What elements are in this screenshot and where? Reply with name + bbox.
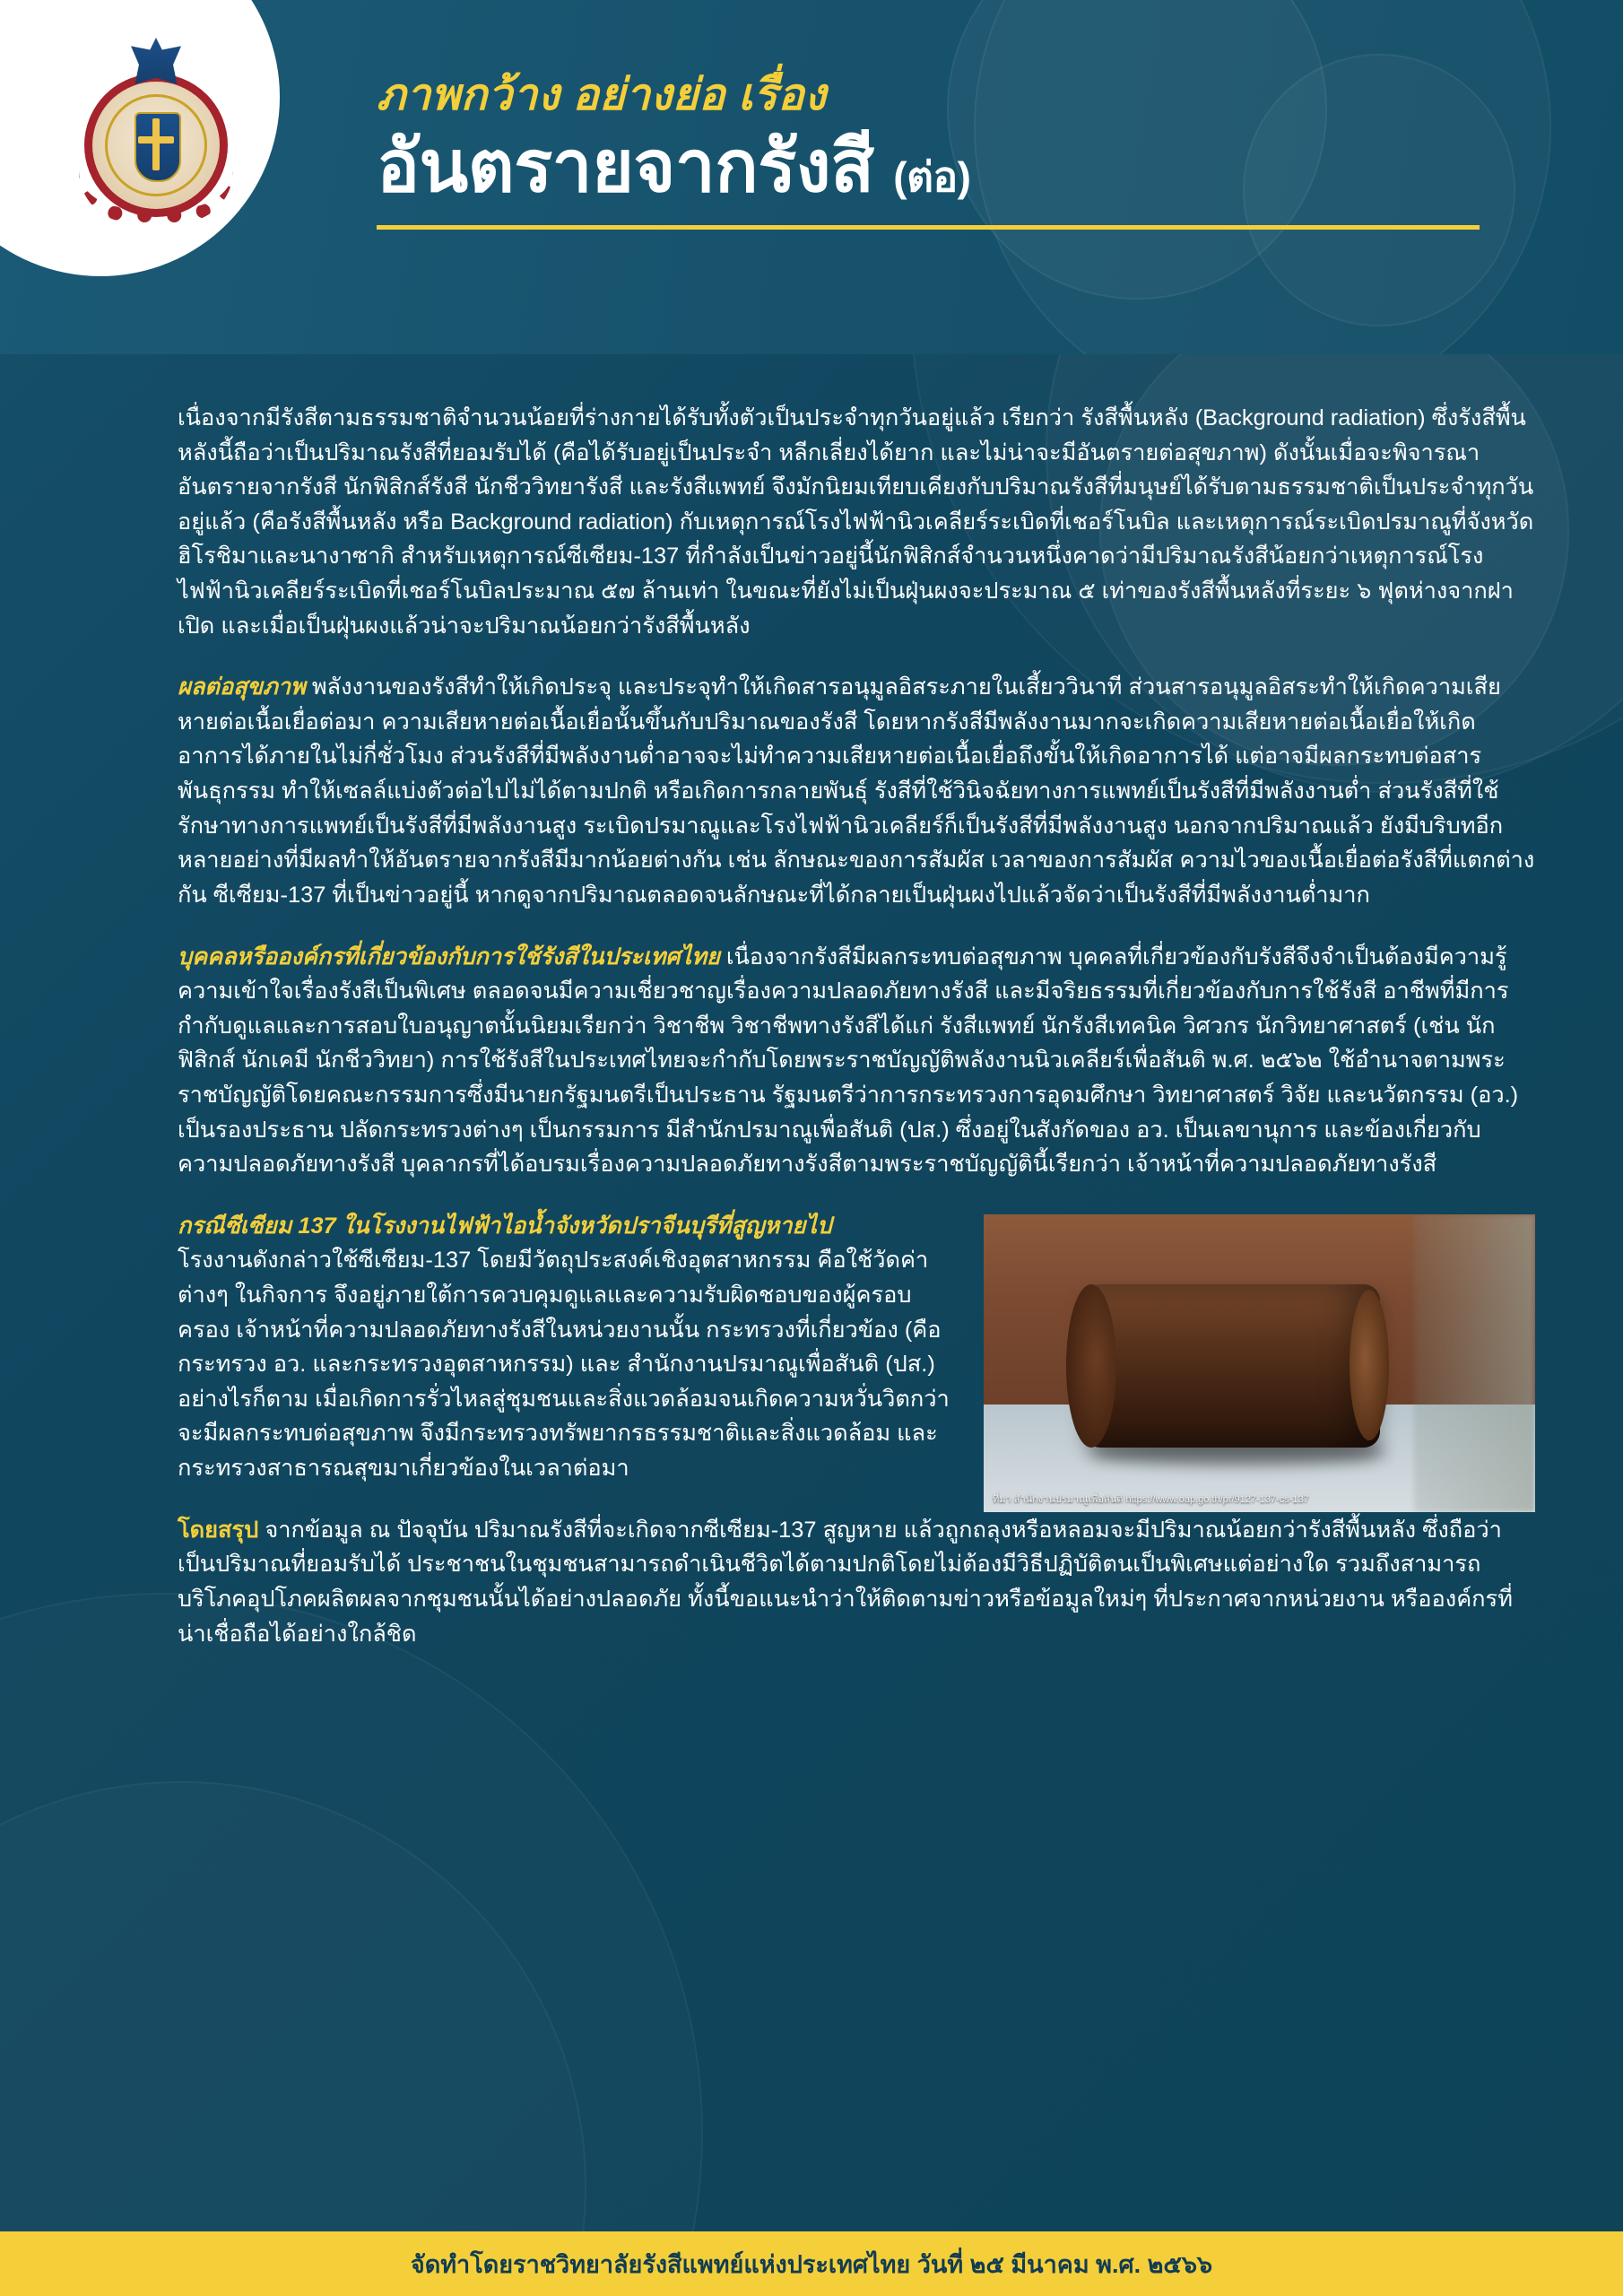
photo-blurred-area xyxy=(1414,1214,1535,1512)
figure-cesium-container xyxy=(984,1214,1535,1512)
page-title-main: อันตรายจากรังสี xyxy=(377,126,874,207)
paragraph-persons-organizations-lead: บุคคลหรือองค์กรที่เกี่ยวข้องกับการใช้รังสีในประเทศไทย xyxy=(178,944,720,970)
paragraph-health-effects-lead: ผลต่อสุขภาพ xyxy=(178,674,306,700)
paragraph-prachinburi-case-text: โรงงานดังกล่าวใช้ซีเซียม-137 โดยมีวัตถุประสงค์เชิงอุตสาหกรรม คือใช้วัดค่าต่างๆ ในกิจการ จึงอยู่ภายใต้การควบคุมดูแลและความรับผิดชอบของผู้ครอบครอง เจ้าหน้าที่ความปลอดภัยทางรังสีในหน่วยงานนั้น กระทรวงที่เกี่ยวข้อง (คือกระทรวง อว. และกระทรวงอุตสาหกรรม) และ สำนักงานปรมาณูเพื่อสันติ (ปส.) อย่างไรก็ตาม เมื่อเกิดการรั่วไหลสู่ชุมชนและสิ่งแวดล้อมจนเกิดความหวั่นวิตกว่าจะมีผลกระทบต่อสุขภาพ จึงมีกระทรวงทรัพยากรธรรมชาติและสิ่งแวดล้อม และกระทรวงสาธารณสุขมาเกี่ยวข้องในเวลาต่อมา xyxy=(178,1248,950,1482)
case-study-block xyxy=(178,1209,1535,1513)
poster-body xyxy=(0,354,1623,1651)
emblem-cross-horizontal xyxy=(138,136,174,144)
emblem-crown xyxy=(131,38,181,84)
paragraph-health-effects xyxy=(178,670,1535,912)
photo-cylinder-ring xyxy=(1350,1290,1389,1440)
cesium-137-container-photo xyxy=(984,1214,1535,1512)
figure-caption: ที่มา สำนักงานปรมาณูเพื่อสันติ https://www.oap.go.th/pr/9127-137-cs-137 xyxy=(993,1493,1309,1505)
paragraph-health-effects-text: พลังงานของรังสีทำให้เกิดประจุ และประจุทำให้เกิดสารอนุมูลอิสระภายในเสี้ยววินาที ส่วนสารอนุมูลอิสระทำให้เกิดความเสียหายต่อเนื้อเยื่อต่อมา ความเสียหายต่อเนื้อเยื่อนั้นขึ้นกับปริมาณของรังสี โดยหากรังสีมีพลังงานมากจะเกิดความเสียหายต่อเนื้อเยื่อให้เกิดอาการได้ภายในไม่กี่ชั่วโมง ส่วนรังสีที่มีพลังงานต่ำอาจจะไม่ทำความเสียหายต่อเนื้อเยื่อถึงขั้นให้เกิดอาการได้ แต่อาจมีผลกระทบต่อสารพันธุกรรม ทำให้เซลล์แบ่งตัวต่อไปไม่ได้ตามปกติ หรือเกิดการกลายพันธุ์ รังสีที่ใช้วินิจฉัยทางการแพทย์เป็นรังสีที่มีพลังงานต่ำ ส่วนรังสีที่ใช้รักษาทางการแพทย์เป็นรังสีที่มีพลังงานสูง ระเบิดปรมาณูและโรงไฟฟ้านิวเคลียร์ก็เป็นรังสีที่มีพลังงานสูง นอกจากปริมาณแล้ว ยังมีบริบทอีกหลายอย่างที่มีผลทำให้อันตรายจากรังสีมีมากน้อยต่างกัน เช่น ลักษณะของการสัมผัส เวลาของการสัมผัส ความไวของเนื้อเยื่อต่อรังสีที่แตกต่างกัน ซีเซียม-137 ที่เป็นข่าวอยู่นี้ หากดูจากปริมาณตลอดจนลักษณะที่ได้กลายเป็นฝุ่นผงไปแล้วจัดว่าเป็นรังสีที่มีพลังงานต่ำมาก xyxy=(178,674,1535,908)
paragraph-persons-organizations-text: เนื่องจากรังสีมีผลกระทบต่อสุขภาพ บุคคลที่เกี่ยวข้องกับรังสีจึงจำเป็นต้องมีความรู้ความเข้าใจเรื่องรังสีเป็นพิเศษ ตลอดจนมีความเชี่ยวชาญเรื่องความปลอดภัยทางรังสี และมีจริยธรรมที่เกี่ยวข้องกับการใช้รังสี อาชีพที่มีการกำกับดูแลและการสอบใบอนุญาตนั้นนิยมเรียกว่า วิชาชีพ วิชาชีพทางรังสีได้แก่ รังสีแพทย์ นักรังสีเทคนิค วิศวกร นักวิทยาศาสตร์ (เช่น นักฟิสิกส์ นักเคมี นักชีววิทยา) การใช้รังสีในประเทศไทยจะกำกับโดยพระราชบัญญัติพลังงานนิวเคลียร์เพื่อสันติ พ.ศ. ๒๕๖๒ ใช้อำนาจตามพระราชบัญญัติโดยคณะกรรมการซึ่งมีนายกรัฐมนตรีเป็นประธาน รัฐมนตรีว่าการกระทรวงการอุดมศึกษา วิทยาศาสตร์ วิจัย และนวัตกรรม (อว.) เป็นรองประธาน ปลัดกระทรวงต่างๆ เป็นกรรมการ มีสำนักปรมาณูเพื่อสันติ (ปส.) ซึ่งอยู่ในสังกัดของ อว. เป็นเลขานุการ และข้องเกี่ยวกับความปลอดภัยทางรังสี บุคลากรที่ได้อบรมเรื่องความปลอดภัยทางรังสีตามพระราชบัญญัตินี้เรียกว่า เจ้าหน้าที่ความปลอดภัยทางรังสี xyxy=(178,944,1519,1178)
decorative-circle xyxy=(0,1593,703,2296)
paragraph-background-radiation: เนื่องจากมีรังสีตามธรรมชาติจำนวนน้อยที่ร่างกายได้รับทั้งตัวเป็นประจำทุกวันอยู่แล้ว เรียกว่า รังสีพื้นหลัง (Background radiation) ซึ่งรังสีพื้นหลังนี้ถือว่าเป็นปริมาณรังสีที่ยอมรับได้ (คือได้รับอยู่เป็นประจำ หลีกเลี่ยงได้ยาก และไม่น่าจะมีอันตรายต่อสุขภาพ) ดังนั้นเมื่อจะพิจารณาอันตรายจากรังสี นักฟิสิกส์รังสี นักชีววิทยารังสี และรังสีแพทย์ จึงมักนิยมเทียบเคียงกับปริมาณรังสีที่มนุษย์ได้รับตามธรรมชาติเป็นประจำทุกวันอยู่แล้ว (คือรังสีพื้นหลัง หรือ Background radiation) กับเหตุการณ์โรงไฟฟ้านิวเคลียร์ระเบิดที่เชอร์โนบิล และเหตุการณ์ระเบิดปรมาณูที่จังหวัดฮิโรชิมาและนางาซากิ สำหรับเหตุการณ์ซีเซียม-137 ที่กำลังเป็นข่าวอยู่นี้นักฟิสิกส์จำนวนหนึ่งคาดว่ามีปริมาณรังสีน้อยกว่าเหตุการณ์โรงไฟฟ้านิวเคลียร์ระเบิดที่เชอร์โนบิลประมาณ ๕๗ ล้านเท่า ในขณะที่ยังไม่เป็นฝุ่นผงจะประมาณ ๕ เท่าของรังสีพื้นหลังที่ระยะ ๖ ฟุตห่างจากฝาเปิด และเมื่อเป็นฝุ่นผงแล้วน่าจะปริมาณน้อยกว่ารังสีพื้นหลัง xyxy=(178,405,1534,639)
poster-footer xyxy=(0,2231,1623,2296)
paragraph-prachinburi-case-lead: กรณีซีเซียม 137 ในโรงงานไฟฟ้าไอน้ำจังหวัดปราจีนบุรีที่สูญหายไป xyxy=(178,1213,832,1239)
footer-text: จัดทำโดยราชวิทยาลัยรังสีแพทย์แห่งประเทศไทย วันที่ ๒๕ มีนาคม พ.ศ. ๒๕๖๖ xyxy=(410,2250,1213,2278)
photo-cylinder-cap xyxy=(1066,1284,1116,1448)
photo-cylinder xyxy=(1084,1284,1380,1448)
emblem-cross-vertical xyxy=(152,118,160,170)
paragraph-summary-lead: โดยสรุป xyxy=(178,1517,259,1543)
page-title-suffix: (ต่อ) xyxy=(893,153,971,201)
header-kicker: ภาพกว้าง อย่างย่อ เรื่อง xyxy=(377,71,827,119)
royal-college-emblem-icon xyxy=(79,36,233,224)
paragraph-persons-organizations xyxy=(178,940,1535,1182)
decorative-circle xyxy=(0,1781,586,2296)
header-text-block xyxy=(377,70,1569,230)
paragraph-summary-text: จากข้อมูล ณ ปัจจุบัน ปริมาณรังสีที่จะเกิดจากซีเซียม-137 สูญหาย แล้วถูกถลุงหรือหลอมจะมีปริมาณน้อยกว่ารังสีพื้นหลัง ซึ่งถือว่าเป็นปริมาณที่ยอมรับได้ ประชาชนในชุมชนสามารถดำเนินชีวิตได้ตามปกติโดยไม่ต้องมีวิธีปฏิบัติตนเป็นพิเศษแต่อย่างใด รวมถึงสามารถบริโภคอุปโภคผลิตผลจากชุมชนนั้นได้อย่างปลอดภัย ทั้งนี้ขอแนะนำว่าให้ติดตามข่าวหรือข้อมูลใหม่ๆ ที่ประกาศจากหน่วยงาน หรือองค์กรที่น่าเชื่อถือได้อย่างใกล้ชิด xyxy=(178,1517,1513,1647)
poster-header xyxy=(0,0,1623,354)
paragraph-summary xyxy=(178,1513,1535,1651)
title-underline xyxy=(377,225,1480,230)
page-title xyxy=(377,126,1569,209)
